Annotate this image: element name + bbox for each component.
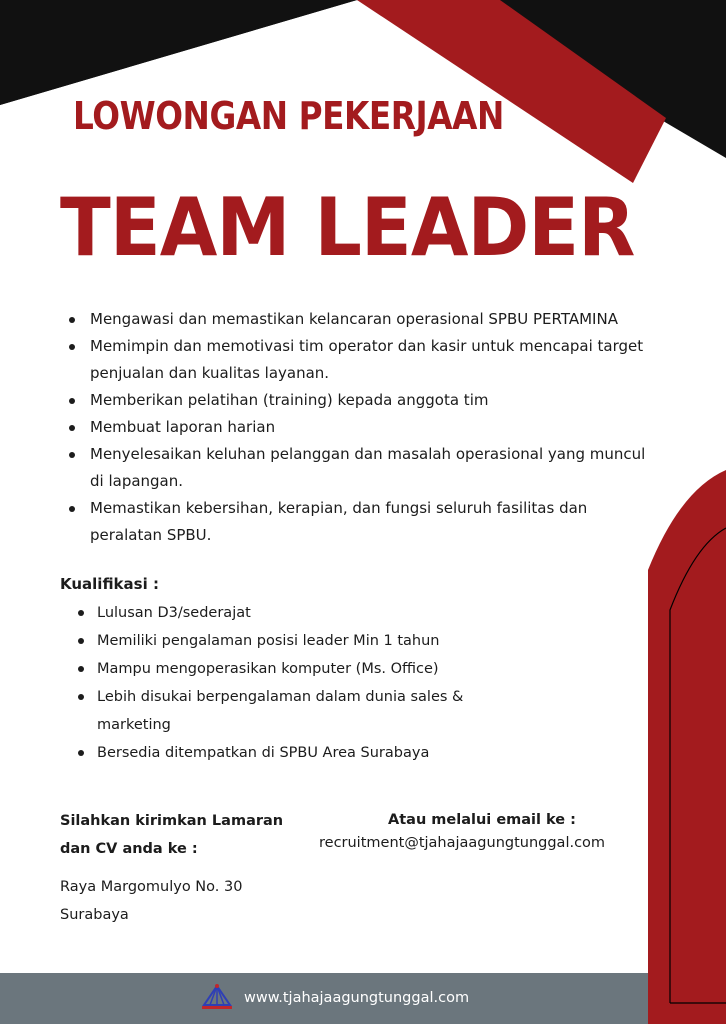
website-link[interactable]: www.tjahajaagungtunggal.com xyxy=(244,990,470,1006)
list-item: Memimpin dan memotivasi tim operator dan kasir untuk mencapai target penjualan dan kualitas layanan. xyxy=(90,333,650,387)
address-line: Raya Margomulyo No. 30 xyxy=(60,879,243,895)
black-left-shape xyxy=(0,0,357,105)
email-address[interactable]: recruitment@tjahajaagungtunggal.com xyxy=(319,835,606,851)
duties-list xyxy=(90,306,650,549)
list-item: Mampu mengoperasikan komputer (Ms. Office) xyxy=(97,655,527,683)
email-heading: Atau melalui email ke : xyxy=(388,812,576,828)
list-item: Lebih disukai berpengalaman dalam dunia sales & marketing xyxy=(97,683,527,739)
list-item: Memiliki pengalaman posisi leader Min 1 tahun xyxy=(97,627,527,655)
company-logo-icon xyxy=(200,983,234,1013)
address-line: Surabaya xyxy=(60,907,129,923)
list-item: Bersedia ditempatkan di SPBU Area Surabaya xyxy=(97,739,527,767)
red-arch-shape xyxy=(648,470,726,1024)
list-item: Lulusan D3/sederajat xyxy=(97,599,527,627)
list-item: Membuat laporan harian xyxy=(90,414,650,441)
list-item: Mengawasi dan memastikan kelancaran operasional SPBU PERTAMINA xyxy=(90,306,650,333)
list-item: Memberikan pelatihan (training) kepada anggota tim xyxy=(90,387,650,414)
footer-bar xyxy=(0,973,648,1024)
list-item: Menyelesaikan keluhan pelanggan dan masalah operasional yang muncul di lapangan. xyxy=(90,441,650,495)
list-item: Memastikan kebersihan, kerapian, dan fungsi seluruh fasilitas dan peralatan SPBU. xyxy=(90,495,650,549)
send-application-heading: Silahkan kirimkan Lamaran dan CV anda ke : xyxy=(60,813,284,857)
mailing-address xyxy=(60,873,242,929)
qualifications-list xyxy=(97,599,527,767)
eyebrow-heading: LOWONGAN PEKERJAAN xyxy=(73,94,504,138)
job-title: TEAM LEADER xyxy=(60,181,635,274)
qualifications-heading: Kualifikasi : xyxy=(60,575,159,593)
